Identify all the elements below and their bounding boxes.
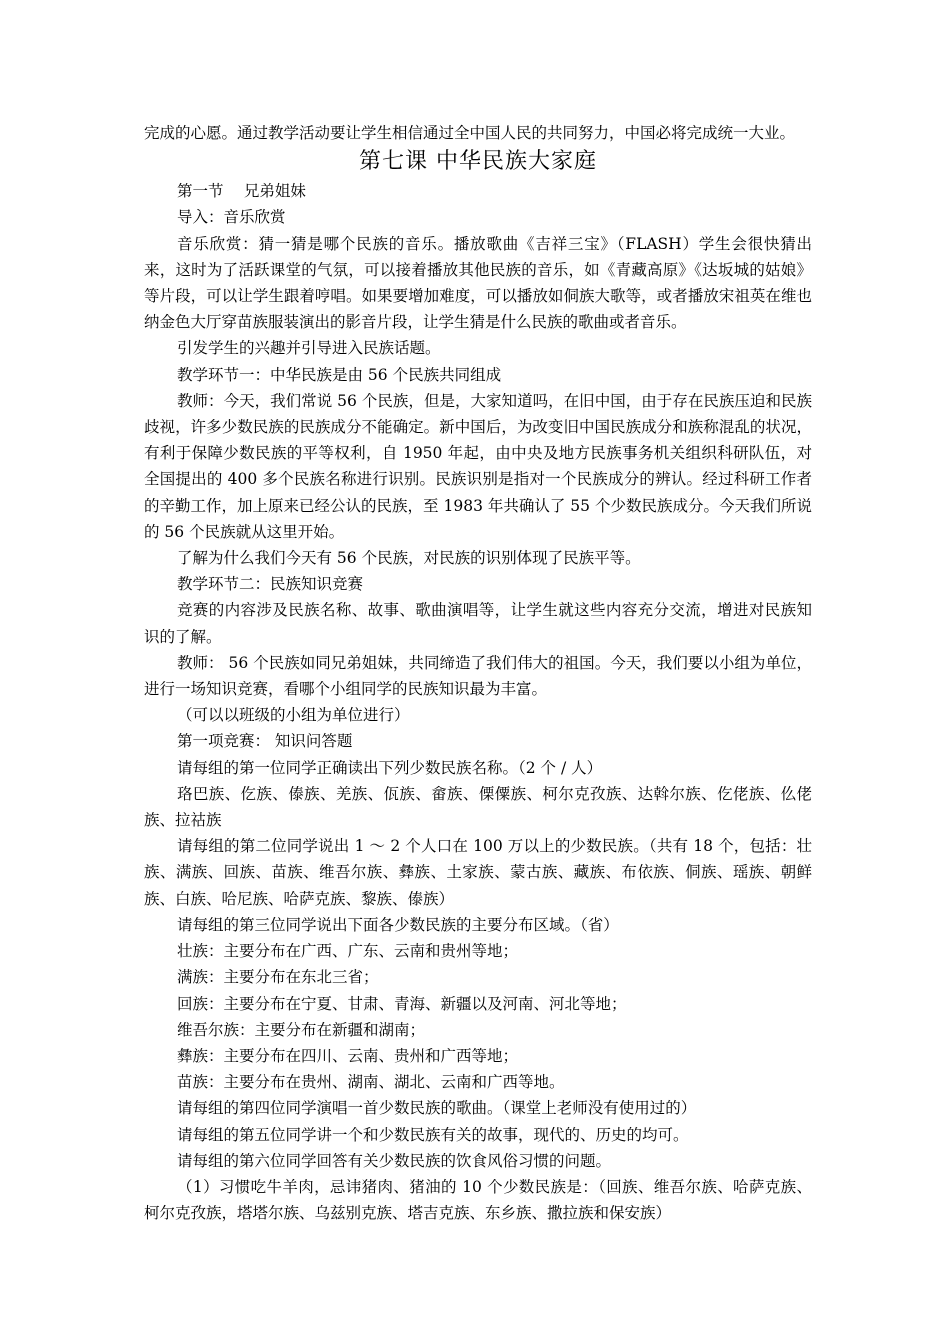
body-paragraph: 请每组的第四位同学演唱一首少数民族的歌曲。（课堂上老师没有使用过的） — [177, 1099, 697, 1118]
body-paragraph: 维吾尔族：主要分布在新疆和湖南； — [177, 1020, 426, 1039]
body-paragraph: 教师：今天，我们常说 56 个民族，但是，大家知道吗，在旧中国，由于存在民族压迫和民族歧视，许多少数民族的民族成分不能确定。新中国后，为改变旧中国民族成分和族称混乱的状况，有利于保障少数民族的平等权利，自 1950 年起，由中央及地方民族事务机关组织科研队伍，对全国提出的 400 多个民族名称进行识别。民族识别是指对一个民族成分的辨认。经过科研工作者的辛勤工作，加上原来已经公认的民族，至 1983 年共确认了 55 个少数民族成分。今天我们所说的 56 个民族就从这里开始。 — [144, 391, 812, 541]
body-paragraph: 第一节 兄弟姐妹 — [177, 182, 306, 201]
body-paragraph: 珞巴族、仡族、傣族、羌族、佤族、畲族、傈僳族、柯尔克孜族、达斡尔族、仡佬族、仫佬族、拉祜族 — [144, 784, 812, 830]
intro-paragraph: 完成的心愿。通过教学活动要让学生相信通过全中国人民的共同努力，中国必将完成统一大业。 — [144, 124, 796, 142]
body-paragraph: 了解为什么我们今天有 56 个民族，对民族的识别体现了民族平等。 — [177, 549, 641, 568]
body-paragraph: （可以以班级的小组为单位进行） — [177, 706, 410, 725]
body-paragraph: 彝族：主要分布在四川、云南、贵州和广西等地； — [177, 1046, 519, 1065]
body-paragraph: 壮族：主要分布在广西、广东、云南和贵州等地； — [177, 942, 519, 961]
body-paragraph: 导入：音乐欣赏 — [177, 208, 286, 227]
body-paragraph: 请每组的第五位同学讲一个和少数民族有关的故事，现代的、历史的均可。 — [177, 1125, 689, 1144]
body-paragraph: 苗族：主要分布在贵州、湖南、湖北、云南和广西等地。 — [177, 1073, 565, 1092]
body-paragraph: 请每组的第三位同学说出下面各少数民族的主要分布区域。（省） — [177, 915, 619, 934]
body-paragraph: 教师： 56 个民族如同兄弟姐妹，共同缔造了我们伟大的祖国。今天，我们要以小组为单位，进行一场知识竞赛，看哪个小组同学的民族知识最为丰富。 — [144, 653, 812, 699]
body-paragraph: 第一项竞赛： 知识问答题 — [177, 732, 353, 751]
lesson-body — [144, 178, 812, 1226]
body-paragraph: 竞赛的内容涉及民族名称、故事、歌曲演唱等，让学生就这些内容充分交流，增进对民族知识的了解。 — [144, 601, 812, 646]
document-page — [144, 120, 812, 1226]
body-paragraph: 请每组的第二位同学说出 1 ～ 2 个人口在 100 万以上的少数民族。（共有 18 个，包括：壮族、满族、回族、苗族、维吾尔族、彝族、土家族、蒙古族、藏族、布依族、侗族、瑶族、朝鲜族、白族、哈尼族、哈萨克族、黎族、傣族） — [144, 837, 812, 908]
lesson-title: 第七课 中华民族大家庭 — [359, 149, 597, 175]
body-paragraph: 教学环节一：中华民族是由 56 个民族共同组成 — [177, 365, 502, 384]
body-paragraph: 请每组的第六位同学回答有关少数民族的饮食风俗习惯的问题。 — [177, 1151, 612, 1170]
body-paragraph: 音乐欣赏：猜一猜是哪个民族的音乐。播放歌曲《吉祥三宝》（FLASH）学生会很快猜出来，这时为了活跃课堂的气氛，可以接着播放其他民族的音乐，如《青藏高原》《达坂城的姑娘》等片段，可以让学生跟着哼唱。如果要增加难度，可以播放如侗族大歌等，或者播放宋祖英在维也纳金色大厅穿苗族服装演出的影音片段，让学生猜是什么民族的歌曲或者音乐。 — [144, 234, 812, 332]
body-paragraph: 引发学生的兴趣并引导进入民族话题。 — [177, 339, 441, 358]
body-paragraph: 请每组的第一位同学正确读出下列少数民族名称。（2 个 / 人） — [177, 758, 603, 777]
body-paragraph: 回族：主要分布在宁夏、甘肃、青海、新疆以及河南、河北等地； — [177, 994, 627, 1013]
body-paragraph: 满族：主要分布在东北三省； — [177, 968, 379, 987]
body-paragraph: 教学环节二：民族知识竞赛 — [177, 575, 364, 594]
body-paragraph: （1）习惯吃牛羊肉，忌讳猪肉、猪油的 10 个少数民族是：（回族、维吾尔族、哈萨克族、柯尔克孜族，塔塔尔族、乌兹别克族、塔吉克族、东乡族、撒拉族和保安族） — [144, 1177, 812, 1223]
